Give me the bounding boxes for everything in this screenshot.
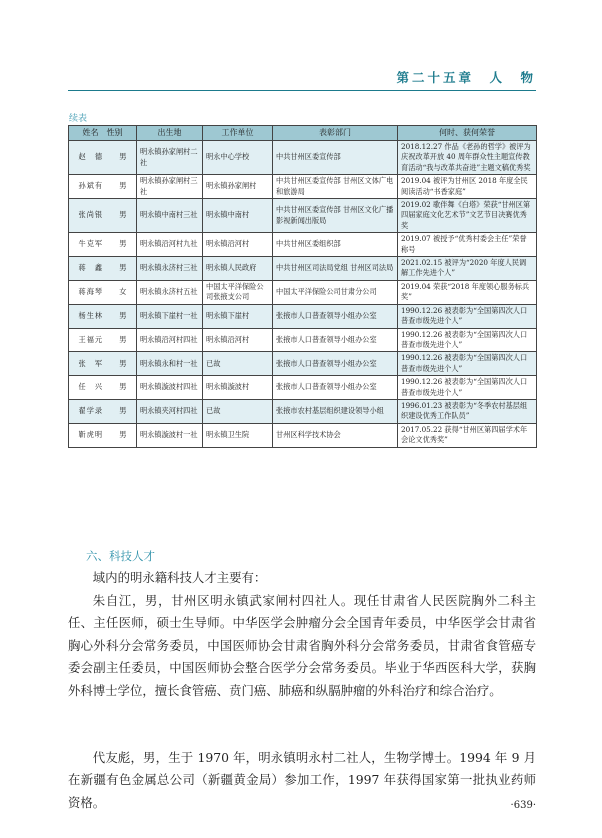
- workplace-cell: 明永镇卫生院: [203, 423, 273, 447]
- workplace-cell: 明永镇沿河村: [203, 328, 273, 352]
- table-row: [69, 376, 537, 400]
- birthplace-cell: 明永镇夹河村四社: [137, 399, 203, 423]
- birthplace-cell: 明永镇漩波村一社: [137, 423, 203, 447]
- honor-cell: 2019.07 被授予“优秀村委会主任”荣誉称号: [398, 233, 537, 257]
- workplace-cell: 明永镇人民政府: [203, 257, 273, 281]
- person-name: 赵 德: [78, 152, 104, 162]
- workplace-cell: 明永镇下崖村: [203, 304, 273, 328]
- name-gender-cell: [69, 280, 137, 304]
- column-header-birthplace: 出生地: [137, 126, 203, 141]
- table-row: [69, 352, 537, 376]
- department-cell: 张掖市人口普查领导小组办公室: [273, 328, 398, 352]
- workplace-cell: 明永镇孙家闸村: [203, 175, 273, 199]
- person-gender: 男: [119, 239, 127, 249]
- column-header-workplace: 工作单位: [203, 126, 273, 141]
- honor-cell: 2018.12.27 作品《老孙的哲学》被评为庆祝改革开放 40 周年群众性主题宣传教育活动“我与改革共奋进”主题文稿优秀奖: [398, 141, 537, 175]
- birthplace-cell: 明永镇漩波村四社: [137, 376, 203, 400]
- department-cell: 张掖市人口普查领导小组办公室: [273, 352, 398, 376]
- table-row: [69, 280, 537, 304]
- table-row: [69, 423, 537, 447]
- intro-paragraph: 域内的明永籍科技人才主要有：: [92, 570, 267, 585]
- section-title: 六、科技人才: [86, 549, 155, 563]
- person-name: 任 兴: [78, 382, 104, 392]
- birthplace-cell: 明永镇孙家闸村三社: [137, 175, 203, 199]
- column-header-honor: 何时、获何荣誉: [398, 126, 537, 141]
- department-cell: 张掖市人口普查领导小组办公室: [273, 304, 398, 328]
- name-gender-cell: [69, 304, 137, 328]
- workplace-cell: 中国太平洋保险公司张掖支公司: [203, 280, 273, 304]
- table-row: [69, 233, 537, 257]
- person-gender: 男: [119, 382, 127, 392]
- birthplace-cell: 明永镇孙家闸村二社: [137, 141, 203, 175]
- person-gender: 男: [119, 310, 127, 320]
- bio-paragraph: 代友彪，男，生于 1970 年，明永镇明永村二社人，生物学博士。1994 年 9 月在新疆有色金属总公司（新疆黄金局）参加工作，1997 年获得国家第一批执业药师资格。: [68, 750, 536, 810]
- birthplace-cell: 明永镇永和村一社: [137, 352, 203, 376]
- table-row: [69, 257, 537, 281]
- person-gender: 男: [119, 210, 127, 220]
- chapter-title: 第二十五章 人 物: [396, 70, 536, 85]
- person-name: 蒋海琴: [78, 287, 104, 297]
- honors-table: [68, 125, 537, 448]
- workplace-cell: 已故: [203, 399, 273, 423]
- workplace-cell: 明永镇漩波村: [203, 376, 273, 400]
- person-gender: 男: [119, 334, 127, 344]
- birthplace-cell: 明永镇沿河村四社: [137, 328, 203, 352]
- honor-cell: 2017.05.22 获得“甘州区第四届学术年会论文优秀奖”: [398, 423, 537, 447]
- department-cell: 中共甘州区委宣传部 甘州区文化广播影视新闻出版局: [273, 199, 398, 233]
- birthplace-cell: 明永镇永济村三社: [137, 257, 203, 281]
- honor-cell: 2021.02.15 被评为“2020 年度人民调解工作先进个人”: [398, 257, 537, 281]
- table-row: [69, 304, 537, 328]
- honor-cell: 1990.12.26 被表彰为“全国第四次人口普查市级先进个人”: [398, 304, 537, 328]
- bio-zhu-zijiang: [68, 590, 536, 702]
- name-gender-cell: [69, 233, 137, 257]
- person-name: 牛克军: [78, 239, 104, 249]
- table-continued-label: 续表: [69, 114, 88, 124]
- header-rule: [68, 90, 536, 91]
- table-row: [69, 141, 537, 175]
- name-gender-cell: [69, 257, 137, 281]
- person-name: 靳虎明: [78, 429, 104, 439]
- department-cell: 张掖市人口普查领导小组办公室: [273, 376, 398, 400]
- name-gender-cell: [69, 199, 137, 233]
- person-gender: 男: [119, 263, 127, 273]
- department-cell: 中国太平洋保险公司甘肃分公司: [273, 280, 398, 304]
- honor-cell: 2019.02 歌伴舞《白塔》荣获“甘州区第四届家庭文化艺术节”文艺节目决赛优秀奖: [398, 199, 537, 233]
- person-gender: 男: [119, 181, 127, 191]
- name-gender-cell: [69, 352, 137, 376]
- column-header-name-gender: 姓名 性别: [69, 126, 137, 141]
- honor-cell: 1990.12.26 被表彰为“全国第四次人口普查市级先进个人”: [398, 328, 537, 352]
- person-gender: 男: [119, 358, 127, 368]
- name-gender-cell: [69, 423, 137, 447]
- bio-dai-youbiao: [68, 747, 536, 814]
- workplace-cell: 已故: [203, 352, 273, 376]
- name-gender-cell: [69, 376, 137, 400]
- page-number: ·639·: [510, 800, 536, 811]
- table-body: [69, 141, 537, 448]
- name-gender-cell: [69, 399, 137, 423]
- name-gender-cell: [69, 141, 137, 175]
- person-name: 张 军: [78, 358, 104, 368]
- person-gender: 男: [119, 406, 127, 416]
- workplace-cell: 明永镇中南村: [203, 199, 273, 233]
- person-name: 孙斌有: [78, 181, 104, 191]
- department-cell: 甘州区科学技术协会: [273, 423, 398, 447]
- table-row: [69, 328, 537, 352]
- birthplace-cell: 明永镇中南村三社: [137, 199, 203, 233]
- table-row: [69, 175, 537, 199]
- honor-cell: 1996.01.23 被表彰为“冬季农村基层组织建设优秀工作队员”: [398, 399, 537, 423]
- table-row: [69, 399, 537, 423]
- department-cell: 中共甘州区司法局党组 甘州区司法局: [273, 257, 398, 281]
- person-name: 翟学录: [78, 406, 104, 416]
- department-cell: 中共甘州区委组织部: [273, 233, 398, 257]
- person-name: 杨生林: [78, 310, 104, 320]
- column-header-department: 表彰部门: [273, 126, 398, 141]
- name-gender-cell: [69, 175, 137, 199]
- workplace-cell: 明永镇沿河村: [203, 233, 273, 257]
- honor-cell: 1990.12.26 被表彰为“全国第四次人口普查市级先进个人”: [398, 352, 537, 376]
- section-intro: [68, 567, 536, 589]
- name-gender-cell: [69, 328, 137, 352]
- person-name: 蒋 鑫: [78, 263, 104, 273]
- workplace-cell: 明永中心学校: [203, 141, 273, 175]
- table-header-row: [69, 126, 537, 141]
- birthplace-cell: 明永镇沿河村九社: [137, 233, 203, 257]
- person-gender: 男: [119, 152, 127, 162]
- department-cell: 张掖市农村基层组织建设领导小组: [273, 399, 398, 423]
- birthplace-cell: 明永镇永济村五社: [137, 280, 203, 304]
- birthplace-cell: 明永镇下崖村一社: [137, 304, 203, 328]
- department-cell: 中共甘州区委宣传部: [273, 141, 398, 175]
- table-row: [69, 199, 537, 233]
- honor-cell: 2019.04 被评为甘州区 2018 年度全民阅读活动“书香家庭”: [398, 175, 537, 199]
- person-name: 张尚银: [78, 210, 104, 220]
- person-name: 王福元: [78, 334, 104, 344]
- person-gender: 男: [119, 429, 127, 439]
- honor-cell: 2019.04 荣获“2018 年度领心服务标兵奖”: [398, 280, 537, 304]
- person-gender: 女: [119, 287, 127, 297]
- honor-cell: 1990.12.26 被表彰为“全国第四次人口普查市级先进个人”: [398, 376, 537, 400]
- chapter-header: [68, 68, 536, 86]
- department-cell: 中共甘州区委宣传部 甘州区文体广电和旅游局: [273, 175, 398, 199]
- bio-paragraph: 朱自江，男，甘州区明永镇武家闸村四社人。现任甘肃省人民医院胸外二科主任、主任医师，硕士生导师。中华医学会肿瘤分会全国青年委员，中华医学会甘肃省胸心外科分会常务委员，中国医师协会甘肃省胸外科分会常务委员，甘肃省食管癌专委会副主任委员，中国医师协会整合医学分会常务委员。毕业于华西医科大学，获胸外科博士学位，擅长食管癌、贲门癌、肺癌和纵膈肿瘤的外科治疗和综合治疗。: [68, 593, 536, 698]
